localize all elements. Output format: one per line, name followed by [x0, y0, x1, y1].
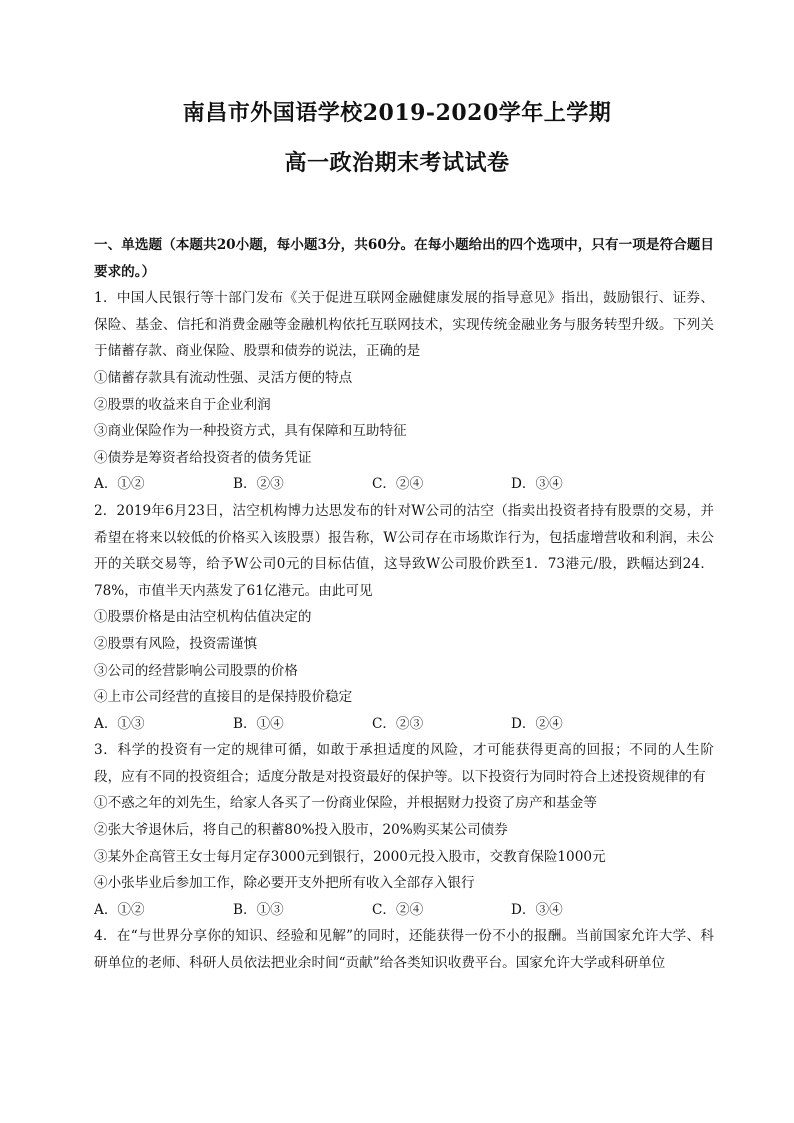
question-3-options [94, 897, 714, 924]
question-2-stem: 2．2019年6月23日，沽空机构博力达思发布的针对W公司的沽空（指卖出投资者持有股票的交易，并希望在将来以较低的价格买入该股票）报告称，W公司存在市场欺诈行为，包括虚增营收和利润，未公开的关联交易等，给予W公司0元的目标估值，这导致W公司股价跌至1．73港元/股，跌幅达到24．78%，市值半天内蒸发了61亿港元。由此可见 [94, 502, 714, 599]
question-1-item-2: ②股票的收益来自于企业利润 [94, 396, 271, 413]
question-4-stem: 4．在“与世界分享你的知识、经验和见解”的同时，还能获得一份不小的报酬。当前国家允许大学、科研单位的老师、科研人员依法把业余时间“贡献”给各类知识收费平台。国家允许大学或科研单位 [94, 928, 714, 972]
question-2-options [94, 711, 714, 738]
question-3-item-3: ③某外企高管王女士每月定存3000元到银行，2000元投入股市，交教育保险1000元 [94, 848, 606, 865]
question-3-option-c: C．②④ [372, 901, 424, 918]
question-1-option-b: B．②③ [233, 476, 284, 493]
question-1-item-1: ①储蓄存款具有流动性强、灵活方便的特点 [94, 369, 353, 386]
question-2-option-a: A．①③ [94, 715, 145, 732]
question-3-option-b: B．①③ [233, 901, 284, 918]
question-2-option-b: B．①④ [233, 715, 284, 732]
question-1-item-4: ④债券是筹资者给投资者的债务凭证 [94, 449, 312, 466]
question-3-option-d: D．③④ [511, 901, 563, 918]
question-3-item-2: ②张大爷退休后，将自己的积蓄80%投入股市，20%购买某公司债券 [94, 822, 508, 839]
question-3-option-a: A．①② [94, 901, 145, 918]
question-2-option-c: C．②③ [372, 715, 424, 732]
question-1-option-d: D．③④ [511, 476, 563, 493]
question-3-item-1: ①不惑之年的刘先生，给家人各买了一份商业保险，并根据财力投资了房产和基金等 [94, 795, 597, 812]
exam-title-line2: 高一政治期末考试试卷 [284, 150, 510, 176]
question-2-item-1: ①股票价格是由沽空机构估值决定的 [94, 609, 312, 626]
question-2-item-2: ②股票有风险，投资需谨慎 [94, 635, 258, 652]
question-2-item-3: ③公司的经营影响公司股票的价格 [94, 662, 298, 679]
question-1-option-c: C．②④ [372, 476, 424, 493]
question-1-options [94, 471, 714, 498]
exam-body [94, 232, 714, 977]
question-3-stem: 3．科学的投资有一定的规律可循，如敢于承担适度的风险，才可能获得更高的回报；不同的人生阶段，应有不同的投资组合；适度分散是对投资最好的保护等。以下投资行为同时符合上述投资规律的有 [94, 742, 714, 785]
question-1-option-a: A．①② [94, 476, 145, 493]
exam-title-line1: 南昌市外国语学校2019-2020学年上学期 [182, 100, 612, 126]
question-3-item-4: ④小张毕业后参加工作，除必要开支外把所有收入全部存入银行 [94, 875, 475, 892]
question-1-item-3: ③商业保险作为一种投资方式，具有保障和互助特征 [94, 423, 407, 440]
question-1-stem: 1．中国人民银行等十部门发布《关于促进互联网金融健康发展的指导意见》指出，鼓励银行、证券、保险、基金、信托和消费金融等金融机构依托互联网技术，实现传统金融业务与服务转型升级。下列关于储蓄存款、商业保险、股票和债券的说法，正确的是 [94, 290, 714, 360]
question-2-item-4: ④上市公司经营的直接目的是保持股价稳定 [94, 689, 353, 706]
question-2-option-d: D．②④ [511, 715, 563, 732]
section-header: 一、单选题（本题共20小题，每小题3分，共60分。在每小题给出的四个选项中，只有一项是符合题目要求的。） [94, 237, 714, 280]
